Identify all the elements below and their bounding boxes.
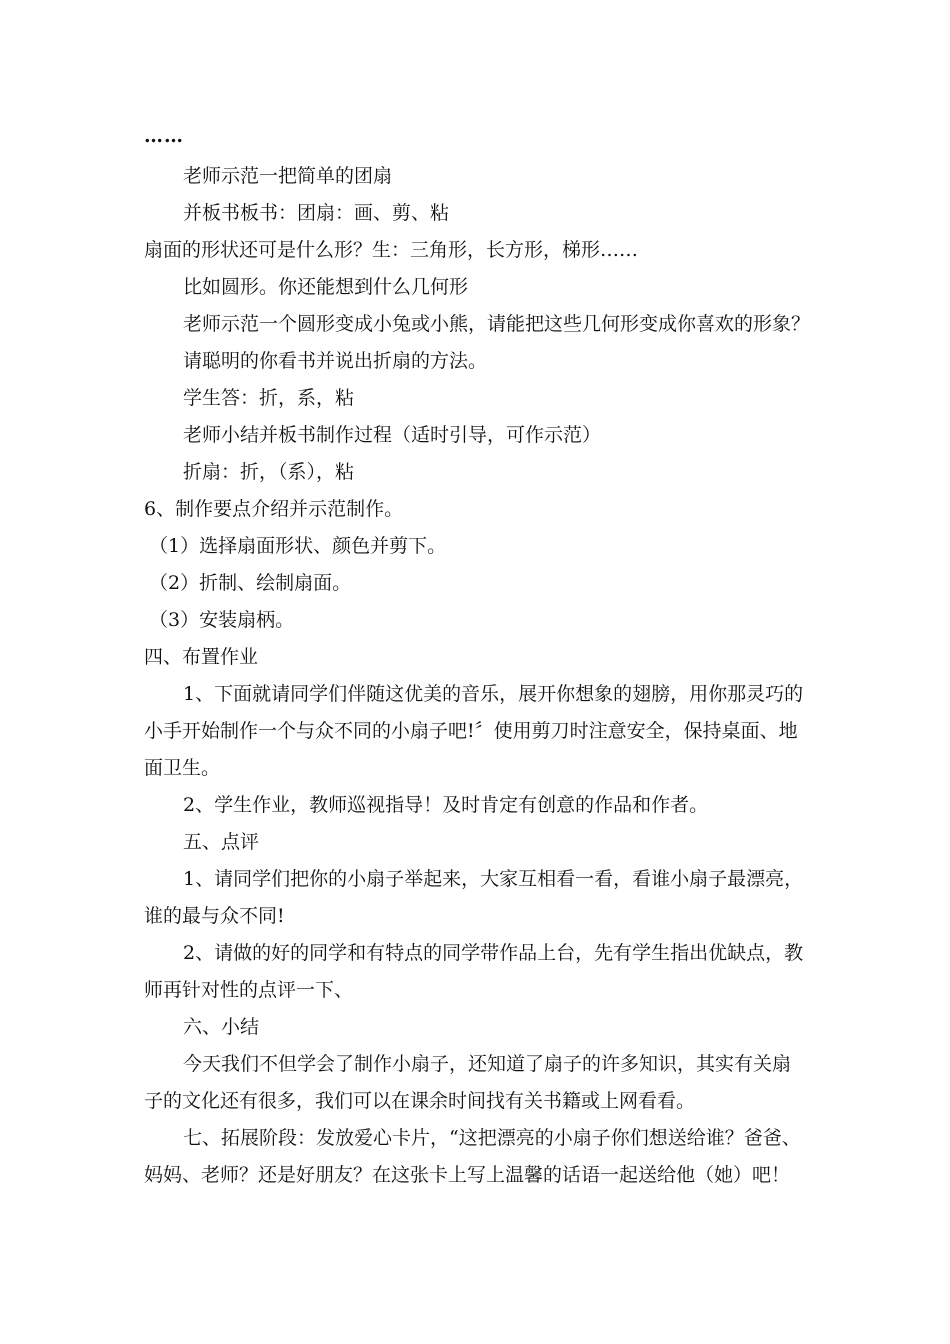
section-heading: 6、制作要点介绍并示范制作。 [144, 498, 404, 520]
text-line: 小手开始制作一个与众不同的小扇子吧!〞使用剪刀时注意安全，保持桌面、地 [144, 720, 798, 742]
text-line: 扇面的形状还可是什么形？生：三角形，长方形，梯形…… [144, 239, 639, 261]
section-heading: 七、拓展阶段：发放爱心卡片，“这把漂亮的小扇子你们想送给谁？爸爸、 [183, 1127, 801, 1149]
text-line: 折扇：折，（系），粘 [183, 461, 355, 483]
text-line: 比如圆形。你还能想到什么几何形 [183, 276, 469, 298]
text-line: 老师示范一把简单的团扇 [183, 165, 393, 187]
list-item: （2）折制、绘制扇面。 [149, 572, 352, 594]
text-line: 老师示范一个圆形变成小兔或小熊，请能把这些几何形变成你喜欢的形象？ [183, 313, 811, 335]
text-line: 2、学生作业，教师巡视指导！及时肯定有创意的作品和作者。 [183, 794, 709, 816]
text-line: 谁的最与众不同! [144, 905, 285, 927]
text-line: 学生答：折，系，粘 [183, 387, 355, 409]
text-line: 妈妈、老师？还是好朋友？在这张卡上写上温馨的话语一起送给他（她）吧！ [144, 1164, 791, 1186]
text-line: 1、请同学们把你的小扇子举起来，大家互相看一看，看谁小扇子最漂亮， [183, 868, 804, 890]
section-heading: 四、布置作业 [144, 646, 259, 668]
text-line: 2、请做的好的同学和有特点的同学带作品上台，先有学生指出优缺点，教 [183, 942, 804, 964]
text-line: 子的文化还有很多，我们可以在课余时间找有关书籍或上网看看。 [144, 1090, 696, 1112]
text-line: 师再针对性的点评一下、 [144, 979, 354, 1001]
list-item: （1）选择扇面形状、颜色并剪下。 [149, 535, 447, 557]
list-item: （3）安装扇柄。 [149, 609, 295, 631]
text-line: 老师小结并板书制作过程（适时引导，可作示范） [183, 424, 602, 446]
section-heading: 五、点评 [183, 831, 260, 853]
section-heading: 六、小结 [183, 1016, 260, 1038]
text-line: 1、下面就请同学们伴随这优美的音乐，展开你想象的翅膀，用你那灵巧的 [183, 683, 804, 705]
text-line: 面卫生。 [144, 757, 221, 779]
ellipsis-line: …… [144, 125, 184, 147]
text-line: 并板书板书：团扇：画、剪、粘 [183, 202, 450, 224]
text-line: 请聪明的你看书并说出折扇的方法。 [183, 350, 488, 372]
text-line: 今天我们不但学会了制作小扇子，还知道了扇子的许多知识，其实有关扇 [183, 1053, 792, 1075]
